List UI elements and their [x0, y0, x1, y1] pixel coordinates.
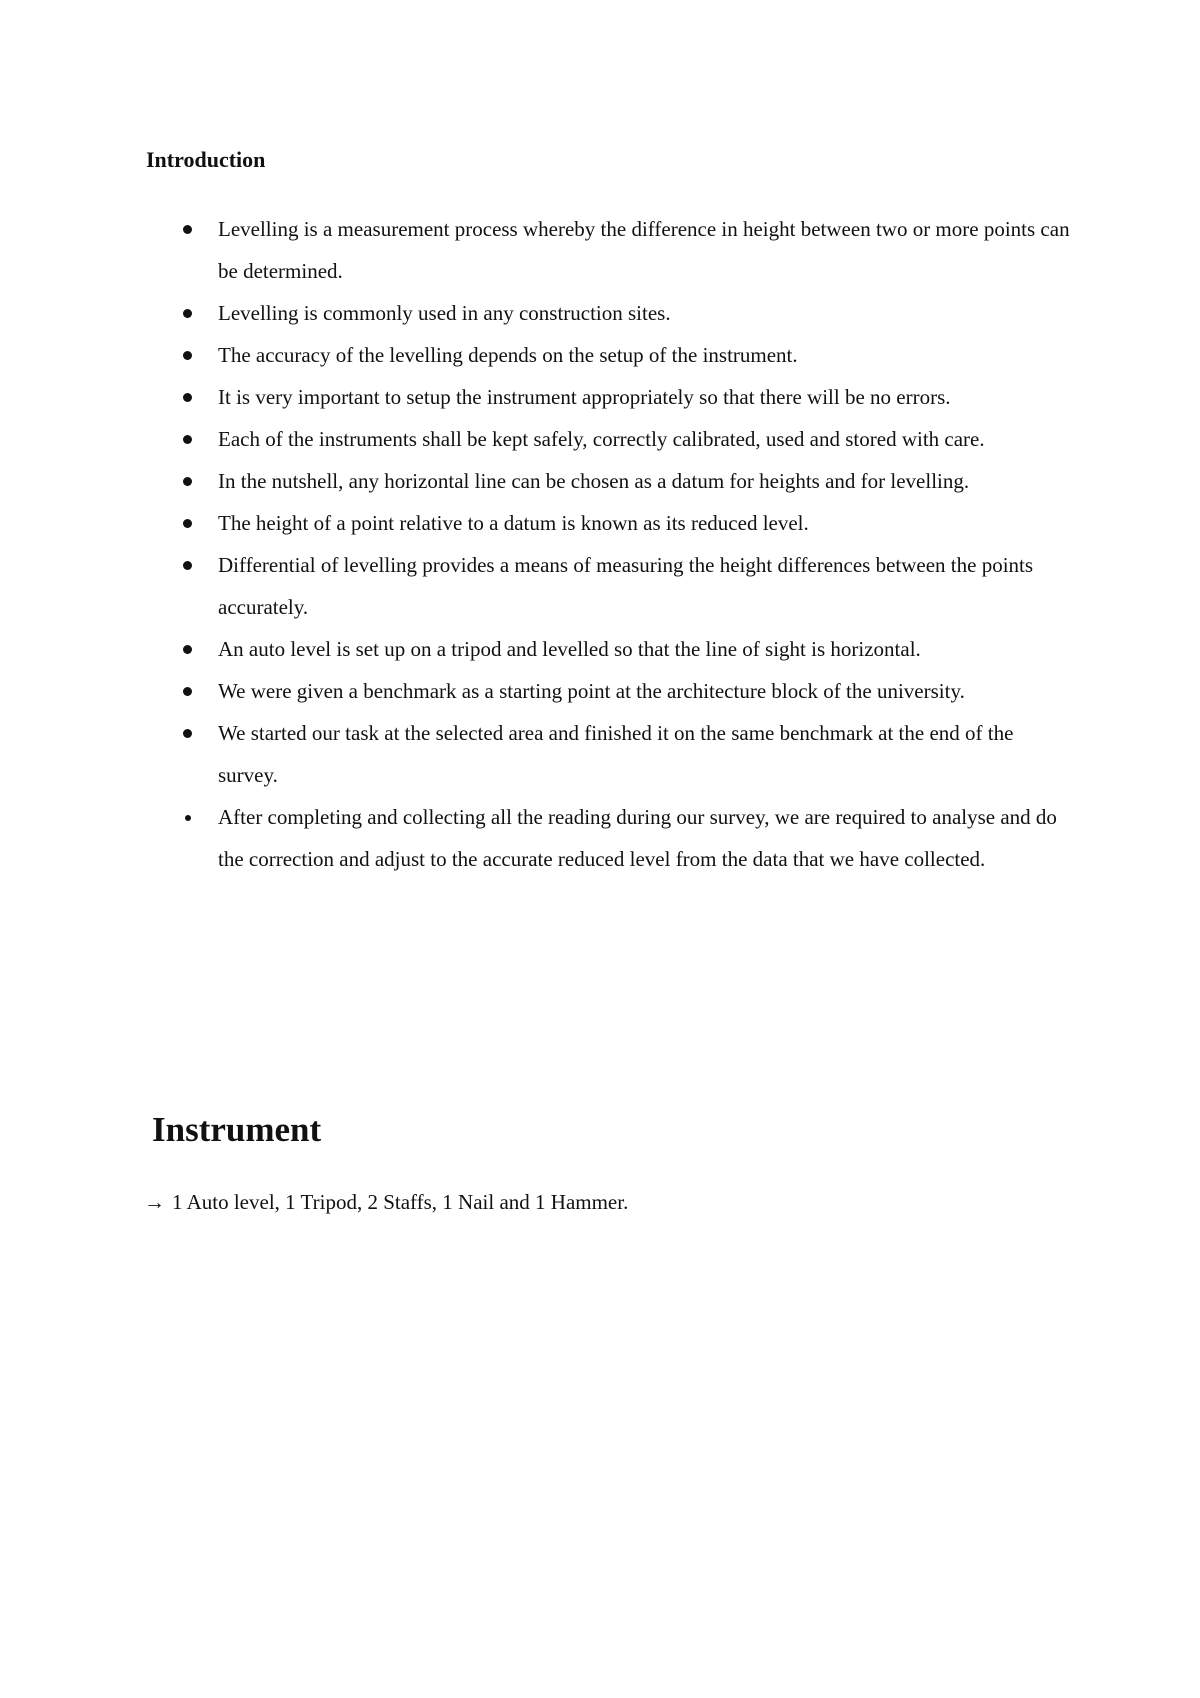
bullet-text: In the nutshell, any horizontal line can be chosen as a datum for heights and for levelling.: [218, 469, 970, 493]
bullet-icon: [183, 225, 192, 234]
bullet-text: After completing and collecting all the reading during our survey, we are required to analyse and do the correction and adjust to the accurate reduced level from the data that we have collected.: [218, 805, 1057, 871]
bullet-text: Levelling is commonly used in any construction sites.: [218, 301, 671, 325]
bullet-icon: [183, 351, 192, 360]
bullet-text: We were given a benchmark as a starting point at the architecture block of the university.: [218, 679, 965, 703]
list-item: [0, 670, 1200, 712]
bullet-icon: [183, 519, 192, 528]
list-item: [0, 292, 1200, 334]
bullet-text: Levelling is a measurement process whereby the difference in height between two or more points can be determined.: [218, 217, 1070, 283]
instrument-heading: Instrument: [152, 1110, 322, 1149]
list-item: [0, 796, 1200, 880]
list-item: [0, 544, 1200, 628]
bullet-icon: [183, 309, 192, 318]
introduction-bullet-list: [0, 208, 1200, 880]
bullet-text: We started our task at the selected area and finished it on the same benchmark at the end of the survey.: [218, 721, 1014, 787]
bullet-icon: [183, 561, 192, 570]
bullet-icon: [183, 729, 192, 738]
list-item: [0, 460, 1200, 502]
list-item: [0, 376, 1200, 418]
bullet-icon: [185, 815, 191, 821]
list-item: [0, 628, 1200, 670]
bullet-text: It is very important to setup the instrument appropriately so that there will be no errors.: [218, 385, 951, 409]
bullet-text: Each of the instruments shall be kept safely, correctly calibrated, used and stored with care.: [218, 427, 985, 451]
bullet-text: The accuracy of the levelling depends on the setup of the instrument.: [218, 343, 798, 367]
list-item: [0, 712, 1200, 796]
list-item: [0, 208, 1200, 292]
bullet-text: An auto level is set up on a tripod and levelled so that the line of sight is horizontal.: [218, 637, 921, 661]
instrument-list-line: [144, 1188, 628, 1216]
bullet-icon: [183, 477, 192, 486]
bullet-icon: [183, 393, 192, 402]
bullet-icon: [183, 687, 192, 696]
list-item: [0, 334, 1200, 376]
introduction-heading: Introduction: [146, 147, 266, 172]
bullet-text: Differential of levelling provides a means of measuring the height differences between the points accurately.: [218, 553, 1034, 619]
instrument-items-text: 1 Auto level, 1 Tripod, 2 Staffs, 1 Nail and 1 Hammer.: [172, 1190, 629, 1214]
bullet-icon: [183, 645, 192, 654]
list-item: [0, 418, 1200, 460]
bullet-text: The height of a point relative to a datum is known as its reduced level.: [218, 511, 809, 535]
right-arrow-icon: →: [144, 1190, 165, 1214]
list-item: [0, 502, 1200, 544]
bullet-icon: [183, 435, 192, 444]
